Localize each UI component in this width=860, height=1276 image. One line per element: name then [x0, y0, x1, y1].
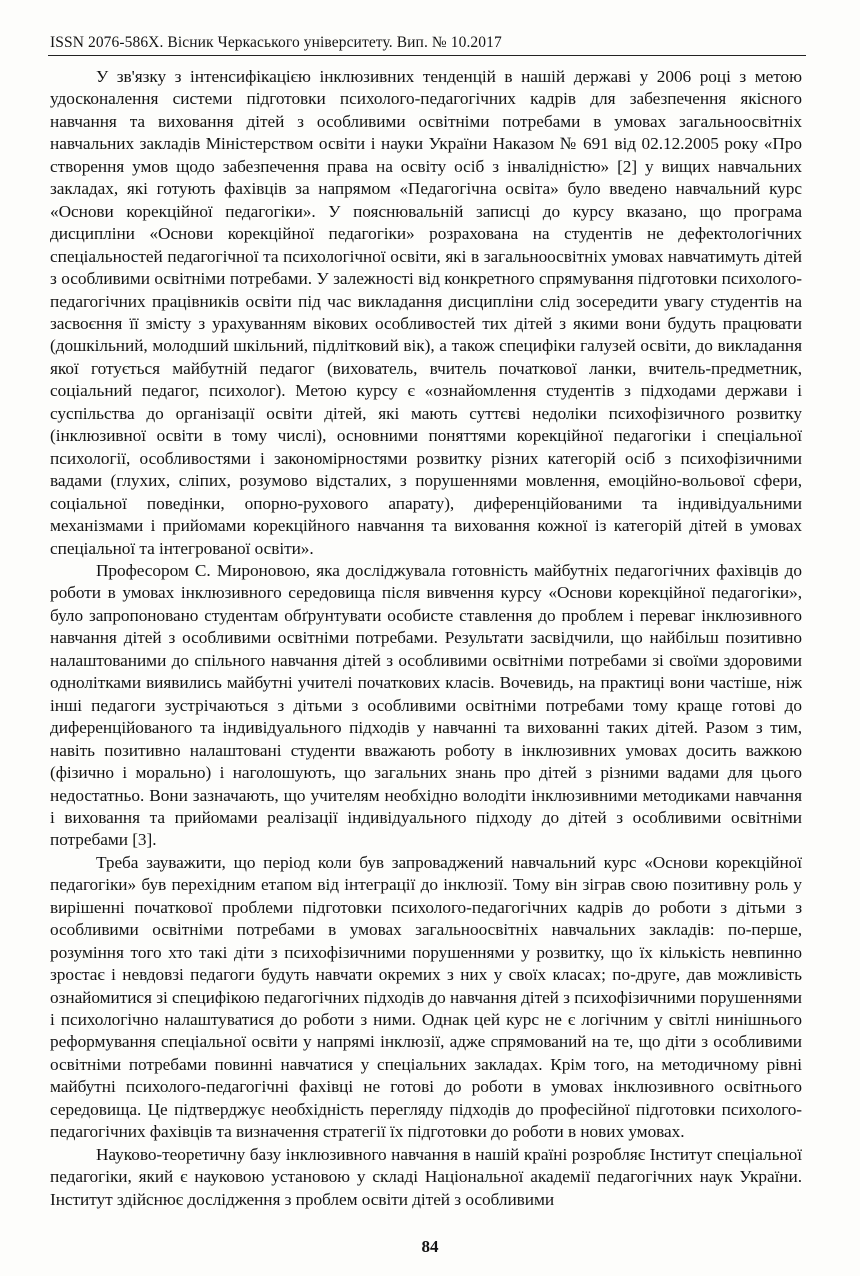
header-divider: [48, 55, 806, 56]
article-body: [50, 66, 802, 1211]
paragraph: Треба зауважити, що період коли був запроваджений навчальний курс «Основи корекційної педагогіки» був перехідним етапом від інтеграції до інклюзії. Тому він зіграв свою позитивну роль у вирішенні початкової проблеми підготовки психолого-педагогічних кадрів до роботи з дітьми з особливими освітніми потребами в умовах загальноосвітніх навчальних закладів: по-перше, розуміння того хто такі діти з психофізичними порушеннями у розвитку, що їх кількість невпинно зростає і невдовзі педагоги будуть навчати окремих з них у своїх класах; по-друге, дав можливість ознайомитися зі специфікою педагогічних підходів до навчання дітей з психофізичними порушеннями і психологічно налаштуватися до роботи з ними. Однак цей курс не є логічним у світлі нинішнього реформування спеціальної освіти у напрямі інклюзії, адже спрямований на те, що діти з особливими освітніми потребами повинні навчатися у спеціальних закладах. Крім того, на методичному рівні майбутні психолого-педагогічні фахівці не готові до роботи в умовах інклюзивного освітнього середовища. Це підтверджує необхідність перегляду підходів до професійної підготовки психолого-педагогічних фахівців та визначення стратегії їх підготовки до роботи в нових умовах.: [50, 852, 803, 1142]
page-number: 84: [421, 1237, 439, 1256]
paragraph: Професором С. Мироновою, яка досліджувала готовність майбутніх педагогічних фахівців до роботи в умовах інклюзивного середовища після вивчення курсу «Основи корекційної педагогіки», було запропоновано студентам обґрунтувати особисте ставлення до проблем і переваг інклюзивного навчання дітей з особливими освітніми потребами. Результати засвідчили, що найбільш позитивно налаштованими до спільного навчання дітей з особливими освітніми потребами зі своїми здоровими однолітками виявились майбутні учителі початкових класів. Вочевидь, на практиці вони частіше, ніж інші педагоги зустрічаються з дітьми з особливими освітніми потребами тому краще готові до диференційованого та індивідуального підходів у навчанні та вихованні таких дітей. Разом з тим, навіть позитивно налаштовані студенти вважають роботу в інклюзивних умовах досить важкою (фізично і морально) і наголошують, що загальних знань про дітей з різними вадами для цього недостатньо. Вони зазначають, що учителям необхідно володіти інклюзивними методиками навчання і виховання та прийомами реалізації індивідуального підходу до дітей з особливими освітніми потребами [3].: [50, 560, 802, 850]
running-header: ISSN 2076-586X. Вісник Черкаського університету. Вип. № 10.2017: [50, 34, 502, 51]
paragraph: У зв'язку з інтенсифікацією інклюзивних тенденцій в нашій державі у 2006 році з метою удосконалення системи підготовки психолого-педагогічних кадрів для забезпечення якісного навчання та виховання дітей з особливими освітніми потребами в умовах загальноосвітніх навчальних закладів Міністерством освіти і науки України Наказом № 691 від 02.12.2005 року «Про створення умов щодо забезпечення права на освіту осіб з інвалідністю» [2] у вищих навчальних закладах, які готують фахівців за напрямом «Педагогічна освіта» було введено навчальний курс «Основи корекційної педагогіки». У пояснювальній записці до курсу вказано, що програма дисципліни «Основи корекційної педагогіки» розрахована на студентів не дефектологічних спеціальностей педагогічної та психологічної освіти, які в загальноосвітніх умовах навчатимуть дітей з особливими освітніми потребами. У залежності від конкретного спрямування підготовки психолого-педагогічних працівників освіти під час викладання дисципліни слід зосередити увагу студентів на засвоєння її змісту з урахуванням вікових особливостей тих дітей з якими вони будуть працювати (дошкільний, молодший шкільний, підлітковий вік), а також специфіки галузей освіти, до викладання якої готується майбутній педагог (вихователь, вчитель початкової ланки, вчитель-предметник, соціальний педагог, психолог). Метою курсу є «ознайомлення студентів з підходами держави і суспільства до організації освіти дітей, які мають суттєві недоліки психофізичного розвитку (інклюзивної освіти в тому числі), основними поняттями корекційної педагогіки і спеціальної психології, особливостями і закономірностями розвитку різних категорій осіб з психофізичними вадами (глухих, сліпих, розумово відсталих, з порушеннями мовлення, емоційно-вольової сфери, соціальної поведінки, опорно-рухового апарату), диференційованими та індивідуальними механізмами і прийомами корекційного навчання та виховання кожної із категорій дітей в умовах спеціальної та інтегрованої освіти».: [50, 67, 802, 558]
paragraph: Науково-теоретичну базу інклюзивного навчання в нашій країні розробляє Інститут спеціальної педагогіки, який є науковою установою у складі Національної академії педагогічних наук України. Інститут здійснює дослідження з проблем освіти дітей з особливими: [50, 1144, 802, 1209]
